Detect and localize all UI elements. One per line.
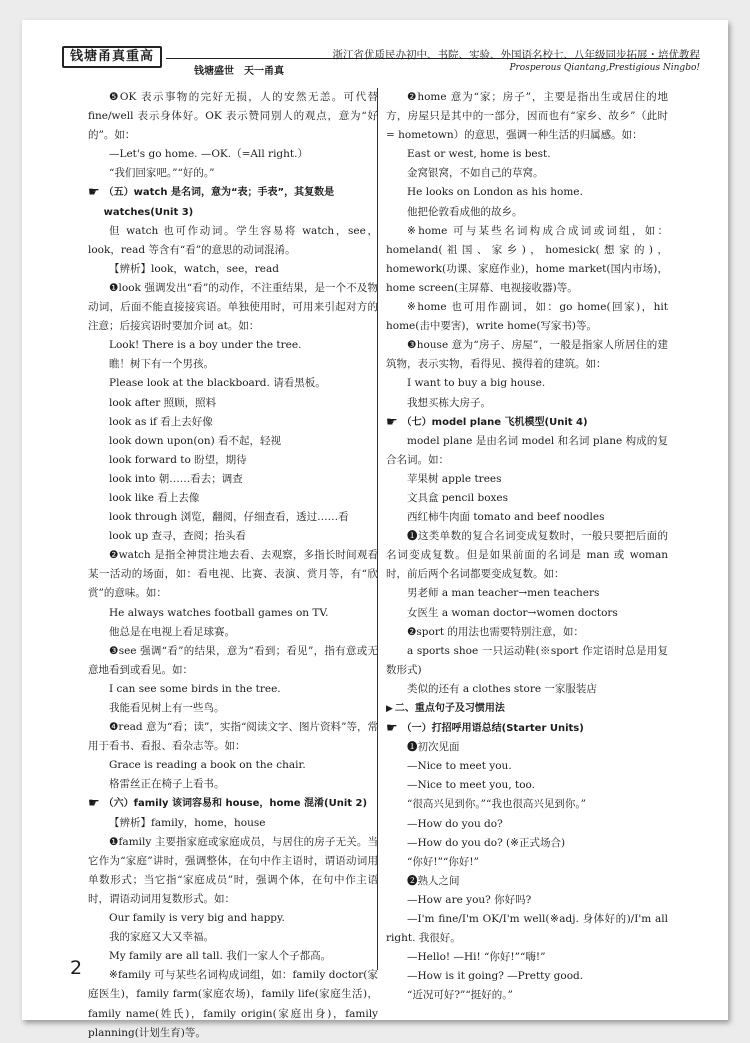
phrase: look forward to 盼望，期待 [109, 453, 247, 466]
phrase: look after 照顾，照料 [109, 396, 217, 409]
example-en: I can see some birds in the tree. [109, 682, 281, 695]
paragraph: model plane 是由名词 model 和名词 plane 构成的复合名词。如： [386, 434, 668, 466]
paragraph: ❷home 意为“家；房子”，主要是指出生或居住的地方，房屋只是其中的一部分，因而也有“家乡、故乡”（此时 = hometown）的意思，强调一种生活的归属感。如： [386, 91, 668, 142]
right-column [386, 88, 668, 1006]
example-zh: 我能看见树上有一些鸟。 [109, 702, 225, 714]
paragraph: ❹read 意为“看；读”，实指“阅读文字、图片资料”等，常用于看书、看报、看杂志等。如： [88, 721, 378, 753]
paragraph: ❸see 强调“看”的结果，意为“看到；看见”，指有意或无意地看到或看见。如： [88, 644, 378, 676]
phrase: look down upon(on) 看不起，轻视 [109, 434, 282, 447]
paragraph: ❷sport 的用法也需要特别注意，如： [407, 625, 584, 638]
analysis-label: 【辨析】look，watch，see，read [109, 262, 280, 275]
paragraph: ❷watch 是指全神贯注地去看、去观察，多指长时间观看某一活动的场面，如：看电视、比赛、表演、赏月等，有“欣赏”的意味。如： [88, 549, 378, 600]
example-en: Our family is very big and happy. [109, 912, 285, 925]
example-zh: 我想买栋大房子。 [407, 396, 491, 409]
series-motto: Prosperous Qiantang,Prestigious Ningbo! [509, 63, 700, 73]
dialogue-line: —Nice to meet you, too. [407, 779, 536, 792]
dialogue-line: —Nice to meet you. [407, 760, 512, 773]
example: 西红柿牛肉面 tomato and beef noodles [407, 511, 605, 524]
triangle-bullet-icon: ▶ [386, 704, 393, 714]
paragraph: ❶look 强调发出“看”的动作，不注重结果，是一个不及物动词，后面不能直接接宾语。单独使用时，可用来引起对方的注意；后接宾语时要加介词 at。如： [88, 281, 378, 333]
pointing-hand-icon: ☛ [386, 721, 398, 737]
example: 类似的还有 a clothes store 一家服装店 [407, 682, 597, 695]
subheading: ❶初次见面 [407, 741, 460, 754]
section-heading-text: （六）family 该词容易和 house，home 混淆(Unit 2) [103, 798, 368, 810]
paragraph: ※home 也可用作副词，如：go home(回家)，hit home(击中要害)，write home(写家书)等。 [386, 301, 668, 333]
example: 文具盒 pencil boxes [407, 491, 509, 504]
dialogue-translation: “很高兴见到你。”“我也很高兴见到你。” [407, 798, 586, 811]
paragraph: ❶family 主要指家庭或家庭成员，与居住的房子无关。当它作为“家庭”讲时，强调整体，在句中作主语时，谓语动词用单数形式；当它指“家庭成员”时，强调个体，在句中作主语时，谓语动词用复数形式。如： [88, 835, 378, 905]
section-heading [386, 413, 668, 432]
chapter-heading-text: 二、重点句子及习惯用法 [394, 703, 505, 714]
example-en: —Let's go home. —OK.（=All right.） [109, 148, 308, 161]
example-zh: 金窝银窝，不如自己的草窝。 [407, 167, 544, 180]
paragraph: ❶这类单数的复合名词变成复数时，一般只要把后面的名词变成复数。但是如果前面的名词是 man 或 woman 时，前后两个名词都要变成复数。如： [386, 530, 668, 581]
example: a sports shoe 一只运动鞋(※sport 作定语时总是用复数形式) [386, 644, 668, 676]
dialogue-line: —How do you do? (※正式场合) [407, 836, 566, 849]
dialogue-line: —How are you? 你好吗? [407, 893, 532, 906]
brand-logo: 钱塘甬真重高 [62, 46, 162, 68]
pointing-hand-icon: ☛ [88, 185, 100, 201]
dialogue-line: —I'm fine/I'm OK/I'm well(※adj. 身体好的)/I'm all right. 我很好。 [386, 913, 668, 945]
pointing-hand-icon: ☛ [386, 414, 398, 430]
example-en: Please look at the blackboard. 请看黑板。 [109, 377, 326, 390]
paragraph: ※family 可与某些名词构成词组，如：family doctor(家庭医生)，family farm(家庭农场)，family life(家庭生活)，family name(姓氏)，family origin(家庭出身)，family planning(计划生育)等。 [88, 969, 378, 1039]
example: 女医生 a woman doctor→women doctors [407, 606, 618, 619]
example-zh: 瞧！树下有一个男孩。 [109, 358, 214, 371]
example: 苹果树 apple trees [407, 472, 502, 485]
paragraph: ❺OK 表示事物的完好无损，人的安然无恙。可代替 fine/well 表示身体好。OK 表示赞同别人的观点，意为“好的”。如： [88, 91, 378, 142]
left-column [88, 88, 378, 1043]
example-en: East or west, home is best. [407, 148, 551, 161]
section-heading-text: （五）watch 是名词，意为“表；手表”，其复数是 watches(Unit 3) [103, 187, 335, 218]
chapter-heading [386, 699, 668, 719]
brand-slogan: 钱塘盛世 天一甬真 [194, 66, 284, 77]
example-en: He always watches football games on TV. [109, 606, 329, 619]
example-en: My family are all tall. 我们一家人个子都高。 [109, 950, 332, 963]
section-heading [386, 719, 668, 738]
phrase: look like 看上去像 [109, 491, 200, 504]
paragraph: ※home 可与某些名词构成合成词或词组，如：homeland(祖国、家乡)，homesick(想家的)，homework(功课、家庭作业)，home market(国内市场)，home screen(主屏幕、电视接收器)等。 [386, 224, 668, 294]
section-heading-text: （七）model plane 飞机模型(Unit 4) [401, 416, 588, 428]
example-zh: 他把伦敦看成他的故乡。 [407, 205, 523, 218]
section-heading-text: （一）打招呼用语总结(Starter Units) [401, 723, 584, 735]
example-zh: 格雷丝正在椅子上看书。 [109, 778, 225, 791]
dialogue-translation: “近况可好?”“挺好的。” [407, 989, 513, 1002]
example-en: He looks on London as his home. [407, 186, 583, 199]
dialogue-line: —How do you do? [407, 817, 503, 830]
example-en: Look! There is a boy under the tree. [109, 339, 302, 352]
example-en: I want to buy a big house. [407, 377, 546, 390]
example-en: Grace is reading a book on the chair. [109, 759, 306, 772]
example-zh: “我们回家吧。”“好的。” [109, 167, 215, 180]
paragraph: ❸house 意为“房子、房屋”，一般是指家人所居住的建筑物，表示实物，看得见、摸得着的建筑。如： [386, 339, 668, 371]
page-number: 2 [70, 957, 83, 979]
paragraph: 但 watch 也可作动词。学生容易将 watch，see，look，read 等含有“看”的意思的动词混淆。 [88, 224, 378, 256]
example-zh: 他总是在电视上看足球赛。 [109, 625, 235, 638]
analysis-label: 【辨析】family，home，house [109, 816, 266, 829]
phrase: look into 朝……看去；调查 [109, 472, 243, 485]
example: 男老师 a man teacher→men teachers [407, 587, 600, 600]
series-title: 浙江省优质民办初中、书院、实验、外国语名校七、八年级同步拓展・培优教程 [332, 49, 700, 61]
phrase: look up 查寻，查阅；抬头看 [109, 530, 247, 543]
page-header [62, 46, 700, 86]
dialogue-line: —How is it going? —Pretty good. [407, 970, 584, 983]
section-heading [88, 183, 378, 221]
phrase: look as if 看上去好像 [109, 415, 213, 428]
pointing-hand-icon: ☛ [88, 796, 100, 812]
dialogue-line: —Hello! —Hi! “你好!”“嗨!” [407, 951, 546, 964]
dialogue-translation: “你好!”“你好!” [407, 855, 479, 868]
subheading: ❷熟人之间 [407, 874, 460, 887]
phrase: look through 浏览，翻阅，仔细查看，透过……看 [109, 511, 349, 524]
example-zh: 我的家庭又大又幸福。 [109, 931, 214, 944]
section-heading [88, 794, 378, 813]
